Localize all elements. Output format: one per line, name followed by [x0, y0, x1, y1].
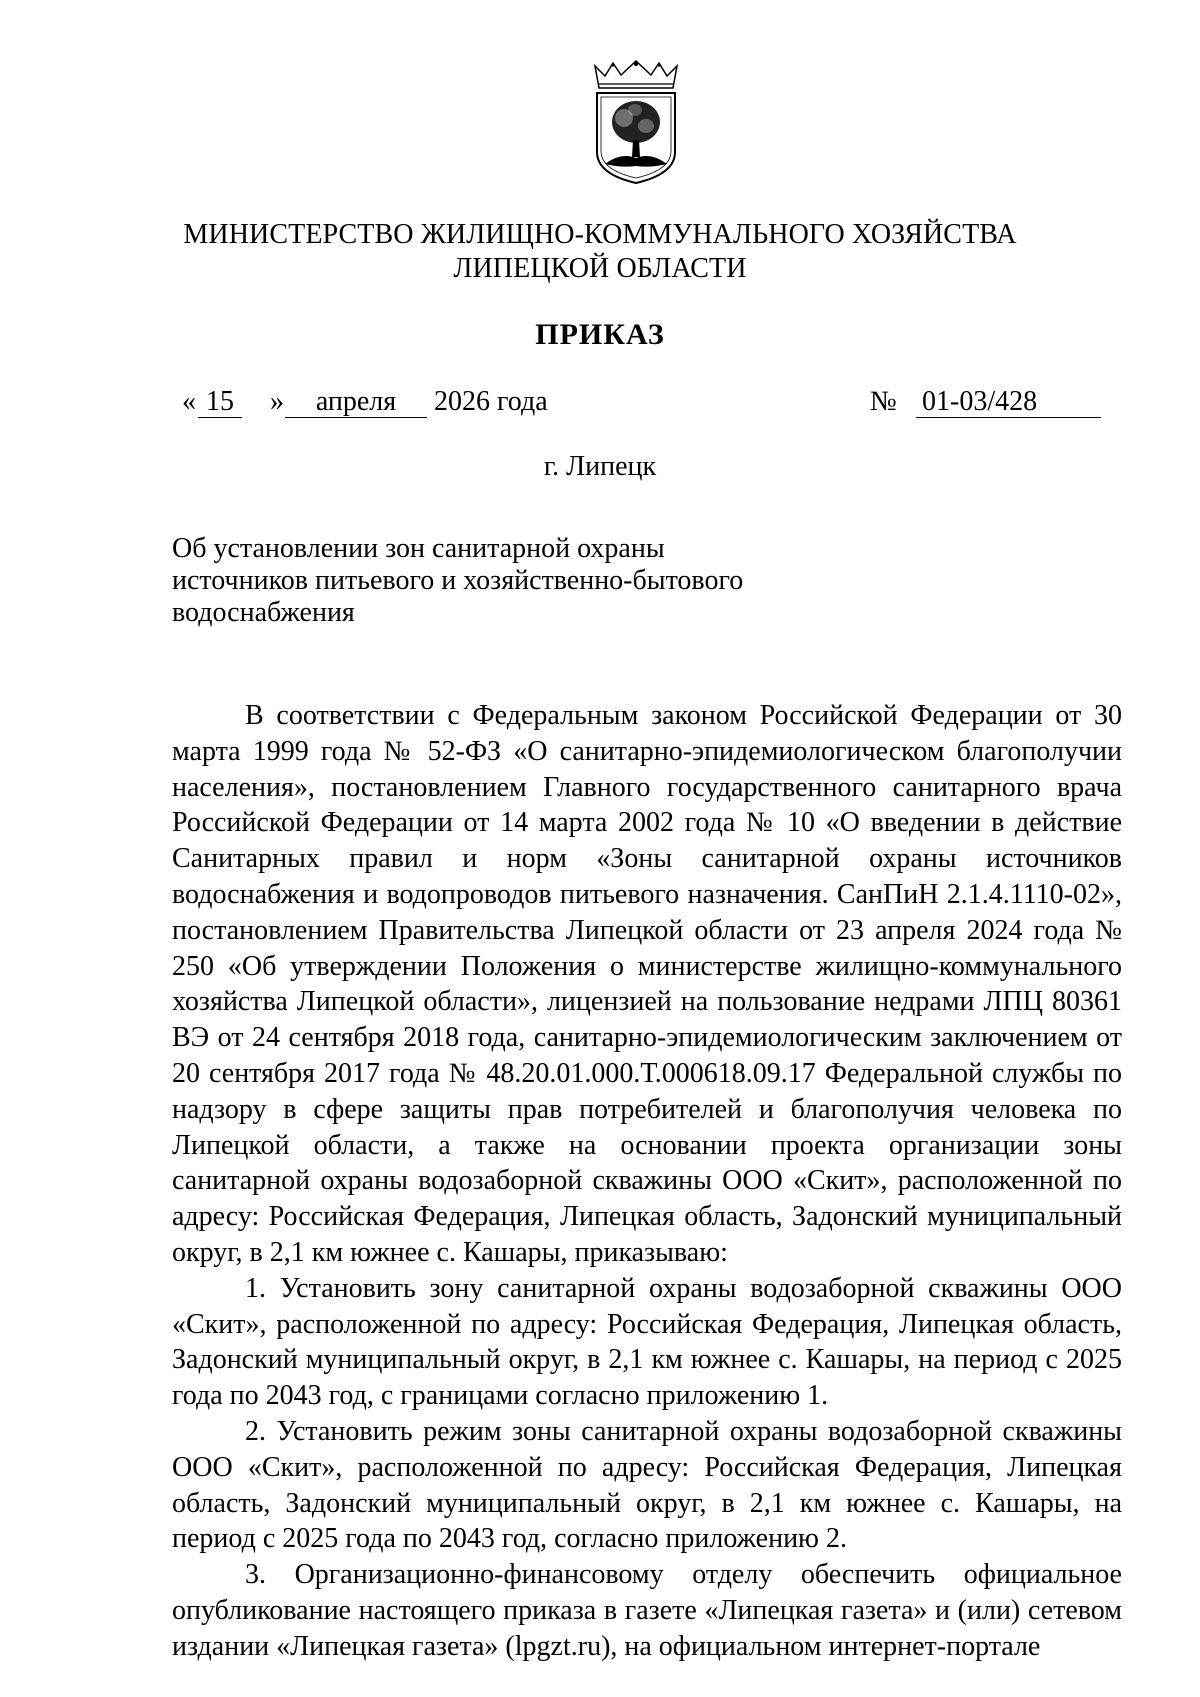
ministry-name-line2: ЛИПЕЦКОЙ ОБЛАСТИ: [453, 253, 747, 284]
order-body: [172, 698, 1122, 1665]
date-day: [198, 385, 242, 419]
subject-line: Об установлении зон санитарной охраны: [172, 533, 665, 564]
subject-line: источников питьевого и хозяйственно-бытового: [172, 565, 744, 596]
lipetsk-coat-of-arms-icon: [591, 60, 681, 185]
order-subject: [172, 533, 892, 629]
order-item-3: 3. Организационно-финансовому отделу обеспечить официальное опубликование настоящего приказа в газете «Липецкая газета» и (или) сетевом издании «Липецкая газета» (lpgzt.ru), на официальном интернет-портале: [172, 1559, 1122, 1662]
subject-line: водоснабжения: [172, 597, 355, 628]
ministry-name-line1: МИНИСТЕРСТВО ЖИЛИЩНО-КОММУНАЛЬНОГО ХОЗЯЙСТВА: [183, 219, 1017, 250]
date-day-value: 15: [198, 387, 242, 418]
order-item-1: 1. Установить зону санитарной охраны водозаборной скважины ООО «Скит», расположенной по адресу: Российская Федерация, Липецкая область, Задонский муниципальный округ, в 2,1 км южнее с. Кашары, на период с 2025 года по 2043 год, с границами согласно приложению 1.: [172, 1272, 1122, 1412]
document-type-title: ПРИКАЗ: [535, 318, 665, 351]
date-open-quote: «: [182, 386, 196, 417]
date-month: [285, 385, 427, 419]
order-number: [916, 385, 1101, 419]
date-year: 2026 года: [434, 386, 548, 417]
order-item-2: 2. Установить режим зоны санитарной охраны водозаборной скважины ООО «Скит», расположенной по адресу: Российская Федерация, Липецкая область, Задонский муниципальный округ, в 2,1 км южнее с. Кашары, на период с 2025 года по 2043 год, согласно приложению 2.: [172, 1415, 1122, 1555]
city-name: г. Липецк: [543, 451, 657, 482]
order-number-sign: №: [870, 386, 897, 417]
date-month-value: апреля: [285, 387, 427, 418]
preamble-paragraph: В соответствии с Федеральным законом Российской Федерации от 30 марта 1999 года № 52-ФЗ «О санитарно-эпидемиологическом благополучии населения», постановлением Главного государственного санитарного врача Российской Федерации от 14 марта 2002 года № 10 «О введении в действие Санитарных правил и норм «Зоны санитарной охраны источников водоснабжения и водопроводов питьевого назначения. СанПиН 2.1.4.1110-02», постановлением Правительства Липецкой области от 23 апреля 2024 года № 250 «Об утверждении Положения о министерстве жилищно-коммунального хозяйства Липецкой области», лицензией на пользование недрами ЛПЦ 80361 ВЭ от 24 сентября 2018 года, санитарно-эпидемиологическим заключением от 20 сентября 2017 года № 48.20.01.000.Т.000618.09.17 Федеральной службы по надзору в сфере защиты прав потребителей и благополучия человека по Липецкой области, а также на основании проекта организации зоны санитарной охраны водозаборной скважины ООО «Скит», расположенной по адресу: Российская Федерация, Липецкая область, Задонский муниципальный округ, в 2,1 км южнее с. Кашары, приказываю:: [172, 700, 1122, 1268]
date-close-quote: »: [270, 386, 284, 417]
order-number-value: 01-03/428: [916, 387, 1101, 418]
